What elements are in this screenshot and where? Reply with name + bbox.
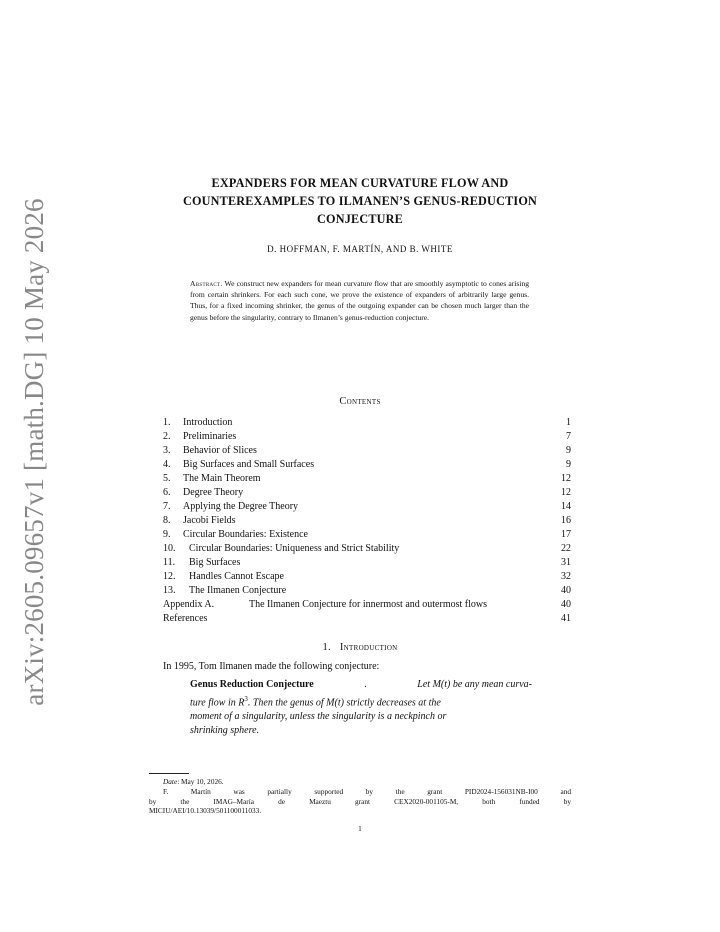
- toc-entry-page: 9: [566, 459, 571, 470]
- authors: D. HOFFMAN, F. MARTÍN, AND B. WHITE: [267, 244, 453, 254]
- conjecture-line: [190, 678, 532, 692]
- date-label: Date: [163, 777, 178, 786]
- toc-entry-page: 16: [561, 515, 571, 526]
- toc-entry-number: 2.: [163, 431, 171, 442]
- toc-entry-number: 13.: [163, 585, 176, 596]
- toc-entry-left: [163, 416, 232, 430]
- toc-entry-number: 5.: [163, 473, 171, 484]
- toc-entry[interactable]: [163, 500, 571, 514]
- toc-entry-left: [163, 542, 399, 556]
- toc-entry-title: Circular Boundaries: Existence: [183, 529, 308, 540]
- toc-entry-title: Applying the Degree Theory: [183, 501, 299, 512]
- toc-entry-number: 4.: [163, 459, 171, 470]
- conjecture-period: .: [364, 679, 367, 690]
- toc-entry[interactable]: [163, 472, 571, 486]
- toc-entry-title: Handles Cannot Escape: [189, 571, 284, 582]
- conjecture-line: [190, 692, 532, 710]
- toc-entry-left: [163, 556, 240, 570]
- toc-entry-number: 6.: [163, 487, 171, 498]
- toc-entry-left: [163, 458, 314, 472]
- abstract-label: Abstract.: [190, 279, 223, 288]
- toc-entry-title: Introduction: [183, 417, 233, 428]
- toc-entry[interactable]: [163, 598, 571, 612]
- intro-paragraph: In 1995, Tom Ilmanen made the following conjecture:: [163, 661, 380, 672]
- paper-title: [150, 174, 570, 228]
- date-footnote: [149, 777, 571, 787]
- conjecture-line: shrinking sphere.: [190, 725, 260, 737]
- toc-entry-number: 3.: [163, 445, 171, 456]
- toc-entry-left: [163, 472, 261, 486]
- toc-entry-page: 31: [561, 557, 571, 568]
- table-of-contents: [163, 416, 571, 626]
- footnote-rule: [149, 773, 189, 774]
- page-number: 1: [358, 824, 362, 833]
- superscript: 3: [244, 695, 248, 703]
- toc-entry-left: [163, 430, 236, 444]
- toc-entry-number: 1.: [163, 417, 171, 428]
- section-heading: [150, 642, 570, 653]
- toc-entry[interactable]: [163, 528, 571, 542]
- toc-entry-page: 40: [561, 599, 571, 610]
- abstract-text: We construct new expanders for mean curvature flow that are smoothly asymptotic to cones arising from certain shrinkers. For each such cone, we prove the existence of expanders of arbitrarily large genus. Thus, for a fixed incoming shrinker, the genus of the outgoing expander can be chosen much larger than the genus before the singularity, contrary to Ilmanen’s genus-reduction conjecture.: [190, 279, 529, 322]
- toc-entry-number: 12.: [163, 571, 176, 582]
- toc-entry[interactable]: [163, 430, 571, 444]
- footnotes: [149, 777, 571, 816]
- toc-entry[interactable]: [163, 444, 571, 458]
- toc-entry[interactable]: [163, 570, 571, 584]
- toc-entry[interactable]: [163, 612, 571, 626]
- conjecture-text: Let M(t) be any mean curva-: [417, 679, 532, 690]
- toc-entry[interactable]: [163, 416, 571, 430]
- toc-entry-title: Big Surfaces and Small Surfaces: [183, 459, 315, 470]
- toc-entry-title: Circular Boundaries: Uniqueness and Strict Stability: [189, 543, 400, 554]
- toc-entry-title: Preliminaries: [183, 431, 237, 442]
- funding-footnote-line: by the IMAG–María de Maeztu grant CEX2020-001105-M, both funded by: [149, 796, 571, 806]
- conjecture-name: Genus Reduction Conjecture: [190, 679, 314, 690]
- arxiv-identifier-stamp: arXiv:2605.09657v1 [math.DG] 10 May 2026: [19, 198, 49, 706]
- toc-entry-page: 22: [561, 543, 571, 554]
- conjecture-block: [190, 678, 532, 738]
- date-value: : May 10, 2026.: [177, 777, 224, 786]
- funding-footnote-line: F. Martín was partially supported by the grant PID2024-156031NB-I00 and: [163, 786, 571, 796]
- toc-entry-page: 1: [566, 417, 571, 428]
- toc-entry-page: 7: [566, 431, 571, 442]
- toc-entry-title: The Main Theorem: [183, 473, 261, 484]
- toc-entry-left: [163, 528, 308, 542]
- toc-entry-left: [163, 514, 236, 528]
- abstract: [190, 278, 529, 323]
- toc-entry-left: [163, 486, 243, 500]
- toc-entry[interactable]: [163, 486, 571, 500]
- toc-entry-left: [163, 500, 298, 514]
- toc-entry-left: [163, 444, 257, 458]
- toc-entry-number: Appendix A.: [163, 599, 215, 610]
- toc-entry-number: 11.: [163, 557, 176, 568]
- toc-entry-title: The Ilmanen Conjecture: [189, 585, 287, 596]
- toc-entry-page: 41: [561, 613, 571, 624]
- toc-entry-page: 9: [566, 445, 571, 456]
- toc-entry-title: The Ilmanen Conjecture for innermost and outermost flows: [249, 599, 487, 610]
- toc-entry-page: 40: [561, 585, 571, 596]
- conjecture-line: moment of a singularity, unless the singularity is a neckpinch or: [190, 711, 447, 723]
- toc-entry-left: [163, 598, 487, 612]
- toc-entry-page: 12: [561, 473, 571, 484]
- toc-entry-page: 32: [561, 571, 571, 582]
- section-number: 1.: [322, 642, 331, 653]
- toc-entry-left: [163, 612, 207, 626]
- toc-entry-title: Jacobi Fields: [183, 515, 236, 526]
- toc-entry-title: Big Surfaces: [189, 557, 241, 568]
- funding-footnote-line: MICIU/AEI/10.13039/501100011033.: [149, 806, 262, 816]
- toc-entry-number: 9.: [163, 529, 171, 540]
- toc-entry-page: 14: [561, 501, 571, 512]
- toc-entry[interactable]: [163, 514, 571, 528]
- toc-entry[interactable]: [163, 584, 571, 598]
- toc-entry-page: 17: [561, 529, 571, 540]
- toc-entry-left: [163, 570, 284, 584]
- toc-entry[interactable]: [163, 556, 571, 570]
- toc-entry-left: [163, 584, 286, 598]
- toc-entry-number: 10.: [163, 543, 176, 554]
- section-title: Introduction: [339, 642, 398, 653]
- title-line: EXPANDERS FOR MEAN CURVATURE FLOW AND: [211, 176, 509, 190]
- toc-entry-number: 7.: [163, 501, 171, 512]
- toc-entry[interactable]: [163, 458, 571, 472]
- contents-heading: Contents: [339, 396, 381, 407]
- toc-entry-title: Behavior of Slices: [183, 445, 257, 456]
- toc-entry-title: Degree Theory: [183, 487, 244, 498]
- toc-entry-number: 8.: [163, 515, 171, 526]
- toc-entry-title: References: [163, 613, 208, 624]
- title-line: COUNTEREXAMPLES TO ILMANEN’S GENUS-REDUCTION: [182, 194, 538, 208]
- toc-entry[interactable]: [163, 542, 571, 556]
- conjecture-text: ture flow in $R^3$. Then the genus of M(t) strictly decreases at the: [190, 695, 441, 709]
- toc-entry-page: 12: [561, 487, 571, 498]
- title-line: CONJECTURE: [317, 212, 403, 226]
